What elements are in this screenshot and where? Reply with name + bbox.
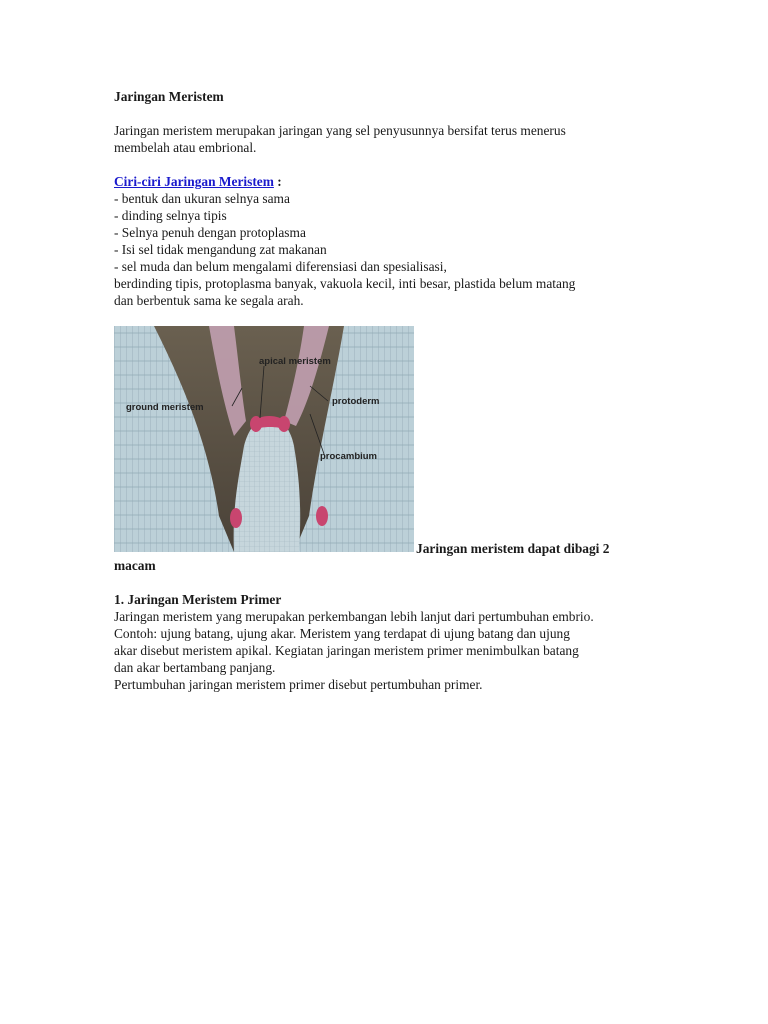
- ciri-heading-suffix: :: [273, 174, 282, 189]
- label-ground-meristem: ground meristem: [126, 402, 204, 413]
- list-item: berdinding tipis, protoplasma banyak, vakuola kecil, inti besar, plastida belum matang: [114, 276, 576, 291]
- section-heading: 1. Jaringan Meristem Primer: [114, 592, 282, 607]
- list-item: - Isi sel tidak mengandung zat makanan: [114, 242, 327, 257]
- list-item: - dinding selnya tipis: [114, 208, 227, 223]
- section-line: Contoh: ujung batang, ujung akar. Meristem yang terdapat di ujung batang dan ujung: [114, 626, 570, 641]
- section-line: dan akar bertambang panjang.: [114, 660, 276, 675]
- label-apical-meristem: apical meristem: [259, 356, 331, 367]
- page-title: Jaringan Meristem: [114, 89, 224, 104]
- intro-line: Jaringan meristem merupakan jaringan yang sel penyusunnya bersifat terus menerus: [114, 123, 566, 138]
- section-line: Pertumbuhan jaringan meristem primer disebut pertumbuhan primer.: [114, 677, 483, 692]
- document-body: [114, 88, 674, 693]
- label-procambium: procambium: [320, 451, 378, 462]
- ciri-heading: [114, 173, 674, 190]
- figure-caption: Jaringan meristem dapat dibagi 2: [416, 541, 610, 556]
- section-primer: [114, 591, 674, 693]
- list-item: - bentuk dan ukuran selnya sama: [114, 191, 290, 206]
- figure-caption-continued: macam: [114, 558, 156, 573]
- intro-line: membelah atau embrional.: [114, 140, 257, 155]
- intro-paragraph: [114, 122, 674, 156]
- list-item: dan berbentuk sama ke segala arah.: [114, 293, 304, 308]
- meristem-micrograph: [114, 326, 414, 552]
- section-line: Jaringan meristem yang merupakan perkembangan lebih lanjut dari pertumbuhan embrio.: [114, 609, 594, 624]
- list-item: - sel muda dan belum mengalami diferensiasi dan spesialisasi,: [114, 259, 447, 274]
- label-protoderm: protoderm: [332, 396, 380, 407]
- figure-row: [114, 326, 674, 554]
- ciri-heading-link[interactable]: Ciri-ciri Jaringan Meristem: [114, 174, 274, 189]
- list-item: - Selnya penuh dengan protoplasma: [114, 225, 306, 240]
- ciri-list: [114, 173, 674, 309]
- section-line: akar disebut meristem apikal. Kegiatan jaringan meristem primer menimbulkan batang: [114, 643, 579, 658]
